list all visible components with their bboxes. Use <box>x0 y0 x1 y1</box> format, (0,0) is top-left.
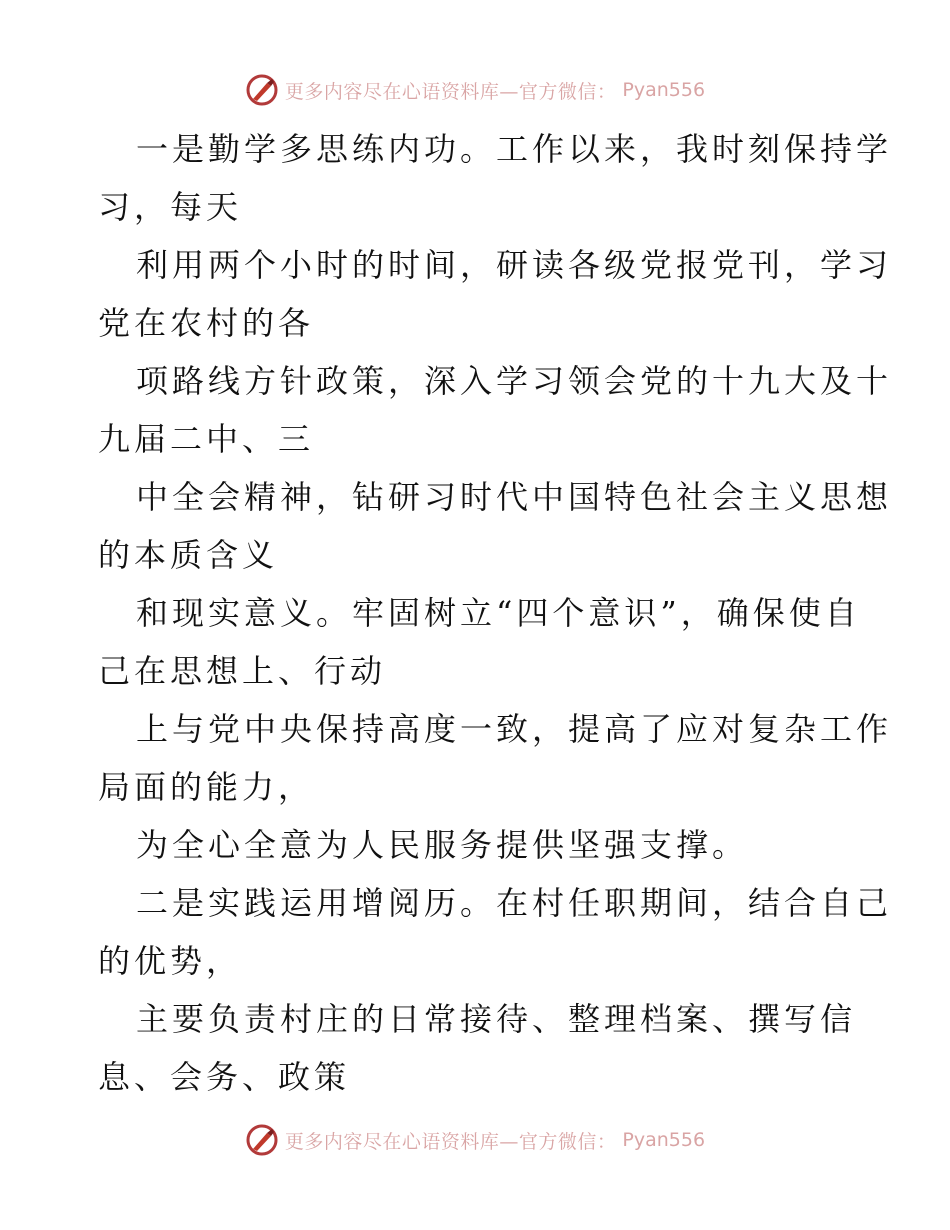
text-line: 项路线方针政策，深入学习领会党的十九大及十 <box>136 362 893 400</box>
text-line: 中全会精神，钻研习时代中国特色社会主义思想 <box>136 478 893 516</box>
text-line: 一是勤学多思练内功。工作以来，我时刻保持学 <box>136 130 893 168</box>
text-line: 为全心全意为人民服务提供坚强支撑。 <box>136 826 749 864</box>
banner-wechat-id: Pyan556 <box>622 1129 706 1151</box>
text-line: 上与党中央保持高度一致，提高了应对复杂工作 <box>136 710 893 748</box>
text-line: 习，每天 <box>98 188 243 226</box>
text-line: 己在思想上、行动 <box>98 652 387 690</box>
text-line: 的本质含义 <box>98 536 279 574</box>
pen-logo-icon <box>245 73 279 107</box>
footer-watermark-banner <box>0 1120 950 1160</box>
text-line: 主要负责村庄的日常接待、整理档案、撰写信 <box>136 1000 857 1038</box>
text-line: 息、会务、政策 <box>98 1058 351 1096</box>
text-line: 的优势， <box>98 942 243 980</box>
text-line: 二是实践运用增阅历。在村任职期间，结合自己 <box>136 884 893 922</box>
banner-text: 更多内容尽在心语资料库—官方微信： <box>284 1130 617 1153</box>
document-body <box>98 120 893 1106</box>
text-line: 利用两个小时的时间，研读各级党报党刊，学习 <box>136 246 893 284</box>
banner-text: 更多内容尽在心语资料库—官方微信： <box>284 80 617 103</box>
pen-logo-icon <box>245 1123 279 1157</box>
text-line: 党在农村的各 <box>98 304 315 342</box>
text-line: 和现实意义。牢固树立“四个意识”，确保使自 <box>136 594 861 632</box>
text-line: 九届二中、三 <box>98 420 315 458</box>
header-watermark-banner <box>0 70 950 110</box>
text-line: 局面的能力， <box>98 768 315 806</box>
banner-wechat-id: Pyan556 <box>622 79 706 101</box>
